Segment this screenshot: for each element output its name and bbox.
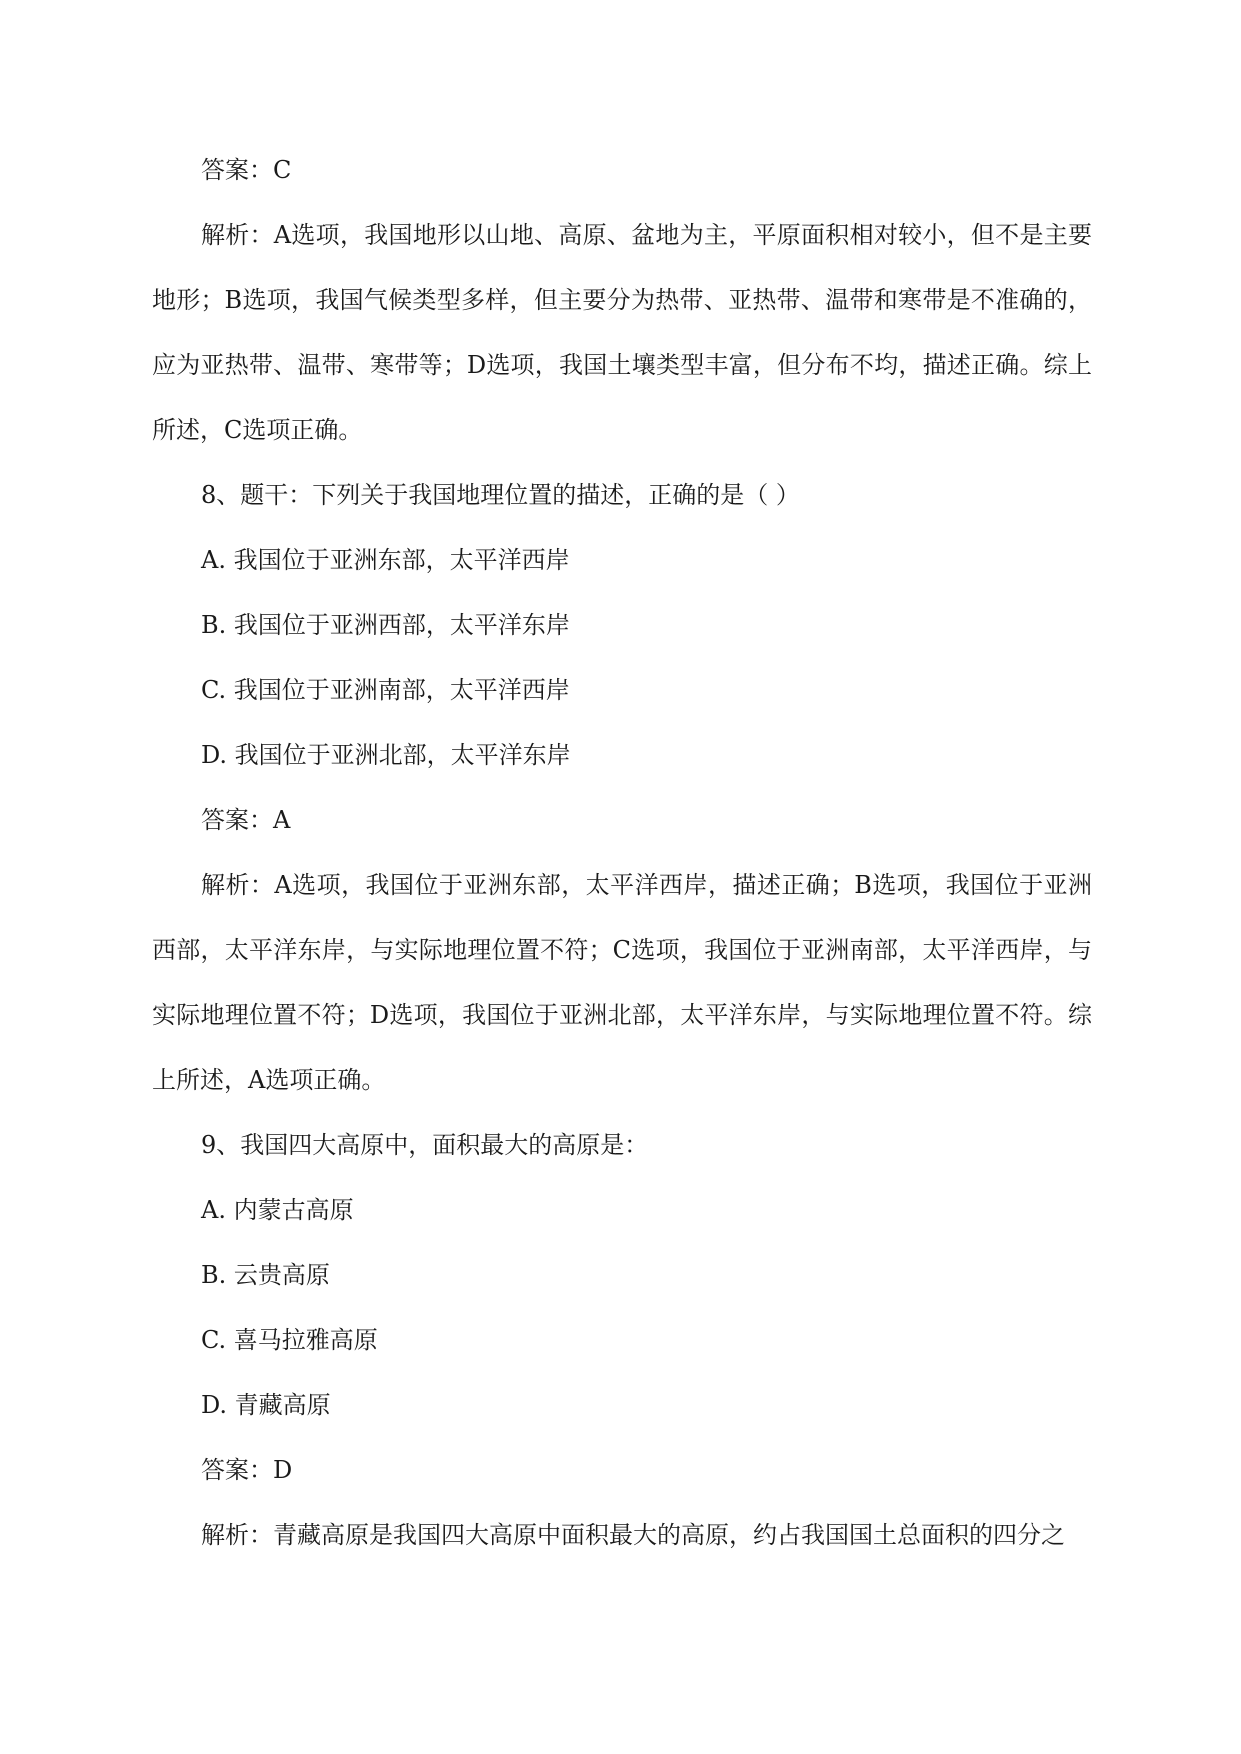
q8-option-b: B. 我国位于亚洲西部，太平洋东岸 xyxy=(201,611,570,639)
q8-option-d: D. 我国位于亚洲北部，太平洋东岸 xyxy=(201,741,571,769)
q8-stem: 8、题干：下列关于我国地理位置的描述，正确的是（ ） xyxy=(201,481,800,509)
q9-option-d: D. 青藏高原 xyxy=(201,1391,331,1419)
q9-stem: 9、我国四大高原中，面积最大的高原是： xyxy=(201,1131,649,1159)
q9-option-c: C. 喜马拉雅高原 xyxy=(201,1326,378,1354)
q8-option-c: C. 我国位于亚洲南部，太平洋西岸 xyxy=(201,676,570,704)
q9-answer: 答案：D xyxy=(201,1456,293,1484)
q9-option-b: B. 云贵高原 xyxy=(201,1261,330,1289)
document-page xyxy=(152,138,1092,1568)
q8-answer: 答案：A xyxy=(201,806,291,834)
q8-analysis: 解析：A选项，我国位于亚洲东部，太平洋西岸，描述正确；B选项，我国位于亚洲西部，太平洋东岸，与实际地理位置不符；C选项，我国位于亚洲南部，太平洋西岸，与实际地理位置不符；D选项，我国位于亚洲北部，太平洋东岸，与实际地理位置不符。综上所述，A选项正确。 xyxy=(152,871,1092,1094)
q7-analysis: 解析：A选项，我国地形以山地、高原、盆地为主，平原面积相对较小，但不是主要地形；B选项，我国气候类型多样，但主要分为热带、亚热带、温带和寒带是不准确的，应为亚热带、温带、寒带等；D选项，我国土壤类型丰富，但分布不均，描述正确。综上所述，C选项正确。 xyxy=(152,221,1092,444)
q8-option-a: A. 我国位于亚洲东部，太平洋西岸 xyxy=(201,546,570,574)
q9-option-a: A. 内蒙古高原 xyxy=(201,1196,354,1224)
q7-answer: 答案：C xyxy=(201,156,292,184)
q9-analysis: 解析：青藏高原是我国四大高原中面积最大的高原，约占我国国土总面积的四分之 xyxy=(201,1521,1065,1549)
